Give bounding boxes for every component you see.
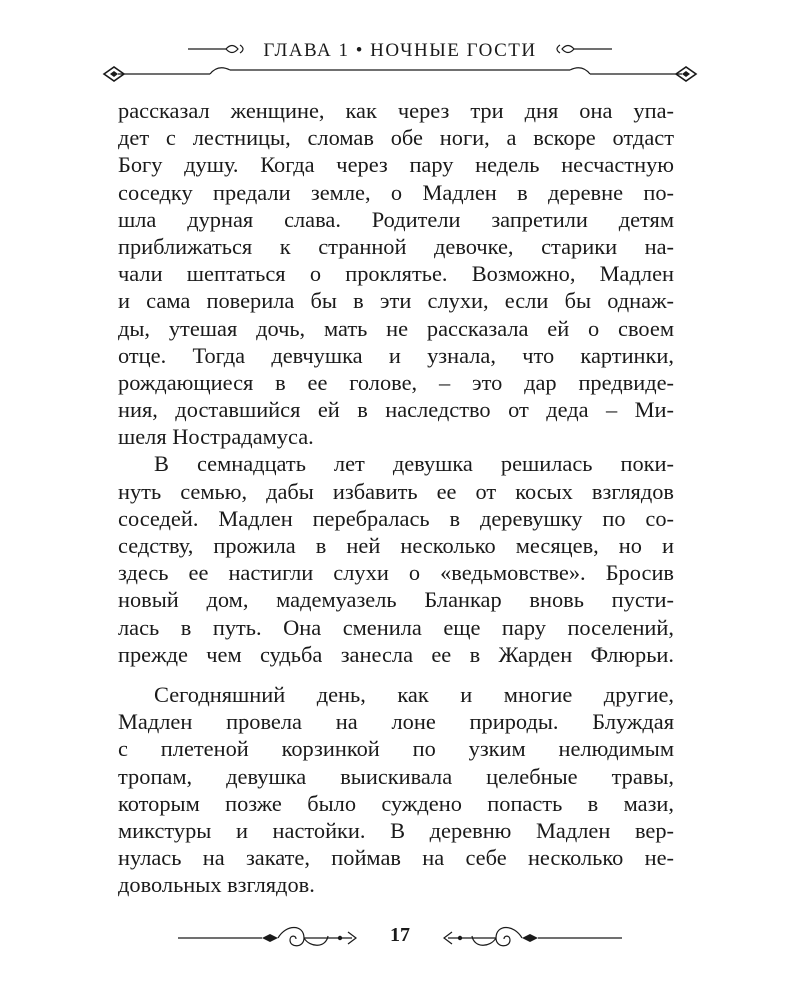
page-footer — [0, 910, 800, 960]
text-line: шла дурная слава. Родители запретили детям — [118, 206, 674, 232]
text-line: микстуры и настойки. В деревню Мадлен вер- — [118, 817, 674, 843]
text-line: лась в путь. Она сменила еще пару поселений, — [118, 614, 674, 640]
paragraph — [118, 681, 674, 899]
text-line: Сегодняшний день, как и многие другие, — [154, 681, 674, 707]
page-header — [0, 30, 800, 90]
text-line: Мадлен провела на лоне природы. Блуждая — [118, 709, 674, 735]
paragraph — [118, 97, 674, 450]
text-line: соседей. Мадлен перебралась в деревушку по со- — [118, 505, 674, 531]
text-line: с плетеной корзинкой по узким нелюдимым — [118, 736, 674, 762]
text-line: чали шептаться о проклятье. Возможно, Мадлен — [118, 261, 674, 287]
section-break — [118, 668, 674, 681]
text-line: и сама поверила бы в эти слухи, если бы однаж- — [118, 288, 674, 314]
text-line: ды, утешая дочь, мать не рассказала ей о своем — [118, 315, 674, 341]
text-line: нуть семью, дабы избавить ее от косых взглядов — [118, 478, 674, 504]
text-line: В семнадцать лет девушка решилась поки- — [154, 451, 674, 477]
text-line: довольных взглядов. — [118, 872, 315, 898]
text-line: которым позже было суждено попасть в мази, — [118, 790, 674, 816]
text-line: новый дом, мадемуазель Бланкар вновь пусти- — [118, 587, 674, 613]
text-line: седству, прожила в ней несколько месяцев, но и — [118, 533, 674, 558]
text-line: тропам, девушка выискивала целебные травы, — [118, 763, 674, 789]
text-line: отце. Тогда девчушка и узнала, что картинки, — [118, 342, 674, 368]
text-line: прежде чем судьба занесла ее в Жарден Флюрьи. — [118, 641, 674, 667]
text-line: рассказал женщине, как через три дня она упа- — [118, 98, 674, 123]
text-line: шеля Нострадамуса. — [118, 424, 314, 450]
text-line: приближаться к странной девочке, старики на- — [118, 233, 674, 259]
page-number: 17 — [390, 924, 410, 946]
text-line: ния, доставшийся ей в наследство от деда – Ми- — [118, 397, 674, 423]
text-line: нулась на закате, поймав на себе несколько не- — [118, 845, 674, 871]
text-line: соседку предали земле, о Мадлен в деревне по- — [118, 179, 674, 205]
text-line: рождающиеся в ее голове, – это дар предвиде- — [118, 369, 674, 395]
paragraph — [118, 450, 674, 668]
text-line: здесь ее настигли слухи о «ведьмовстве». Бросив — [118, 560, 674, 586]
running-head: ГЛАВА 1 • НОЧНЫЕ ГОСТИ — [263, 40, 537, 61]
body-text — [118, 97, 674, 898]
text-line: дет с лестницы, сломав обе ноги, а вскоре отдаст — [118, 125, 674, 151]
text-line: Богу душу. Когда через пару недель несчастную — [118, 152, 674, 178]
